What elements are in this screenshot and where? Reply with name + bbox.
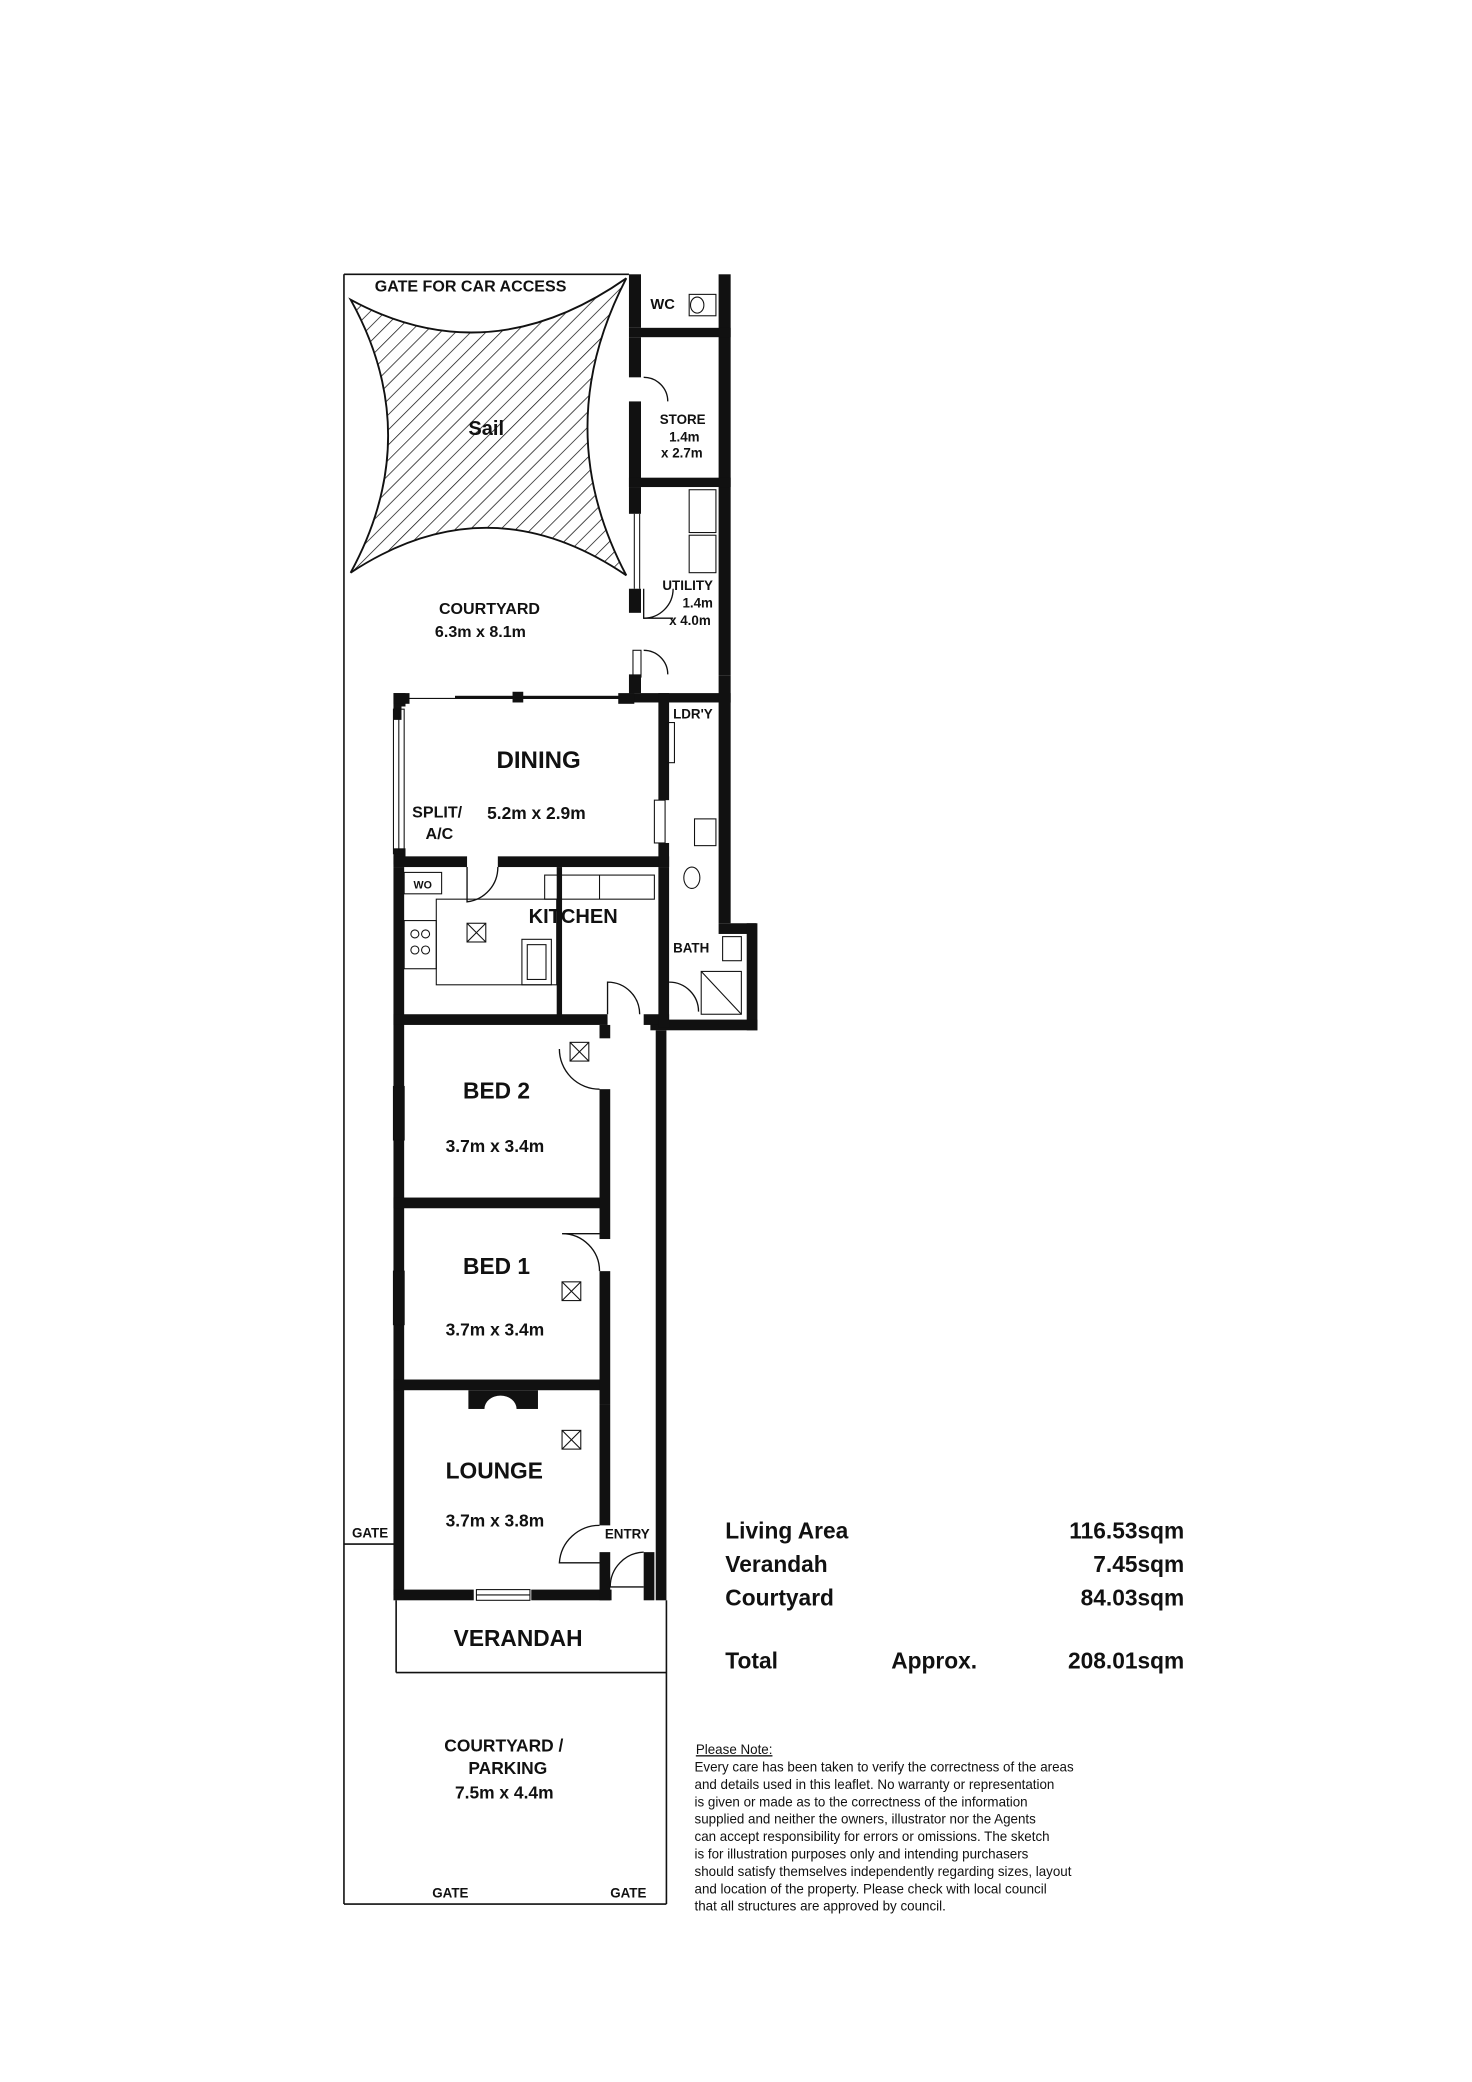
note-line: is for illustration purposes only and intending purchasers [694, 1846, 1029, 1862]
lounge-label: LOUNGE [445, 1457, 543, 1484]
kitchen-label: KITCHEN [528, 906, 618, 929]
note-heading: Please Note: [695, 1742, 773, 1758]
note-line: supplied and neither the owners, illustrator nor the Agents [694, 1811, 1036, 1827]
dining-label: DINING [496, 747, 581, 775]
store-dim-2: x 2.7m [661, 445, 703, 461]
area-label-living: Living Area [725, 1517, 849, 1544]
area-value-courtyard: 84.03sqm [1080, 1584, 1185, 1611]
note-line: can accept responsibility for errors or omissions. The sketch [694, 1829, 1050, 1845]
bed1-dim: 3.7m x 3.4m [445, 1319, 545, 1340]
note-line: Every care has been taken to verify the correctness of the areas [694, 1759, 1074, 1775]
verandah-label: VERANDAH [453, 1624, 583, 1651]
total-value: 208.01sqm [1067, 1647, 1185, 1674]
ldry-label: LDR'Y [673, 706, 713, 722]
courtyard-label: COURTYARD [438, 600, 541, 619]
utility-dim-1: 1.4m [682, 595, 713, 611]
bed2-label: BED 2 [463, 1077, 531, 1104]
note-line: is given or made as to the correctness of the information [694, 1794, 1028, 1810]
gate-bottom-left-label: GATE [432, 1885, 469, 1901]
split-ac-label-2: A/C [425, 824, 454, 843]
gate-car-access-label: GATE FOR CAR ACCESS [374, 277, 567, 296]
split-ac-label-1: SPLIT/ [412, 803, 463, 822]
note-line: and location of the property. Please check with local council [694, 1881, 1047, 1897]
note-line: that all structures are approved by council. [694, 1898, 946, 1914]
gate-side-label: GATE [351, 1525, 389, 1541]
note-line: and details used in this leaflet. No warranty or representation [694, 1776, 1055, 1792]
wo-label: WO [413, 879, 432, 892]
dining-dim: 5.2m x 2.9m [487, 802, 586, 823]
area-value-verandah: 7.45sqm [1093, 1551, 1185, 1578]
disclaimer-note [695, 1742, 1074, 1914]
parking-label-1: COURTYARD / [444, 1735, 564, 1756]
area-label-courtyard: Courtyard [725, 1584, 834, 1611]
bed1-label: BED 1 [463, 1252, 531, 1279]
gate-bottom-right-label: GATE [610, 1885, 647, 1901]
area-value-living: 116.53sqm [1069, 1517, 1185, 1544]
outbuilding-walls [629, 274, 757, 1030]
wc-label: WC [650, 297, 675, 314]
parking-label-2: PARKING [468, 1758, 548, 1779]
area-schedule [725, 1518, 1184, 1674]
parking-dim: 7.5m x 4.4m [455, 1782, 554, 1803]
bed2-dim: 3.7m x 3.4m [445, 1136, 545, 1157]
lounge-dim: 3.7m x 3.8m [445, 1510, 545, 1531]
entry-label: ENTRY [604, 1526, 650, 1542]
store-label: STORE [659, 412, 706, 428]
utility-label: UTILITY [662, 578, 713, 594]
store-dim-1: 1.4m [669, 429, 700, 445]
bath-label: BATH [673, 940, 710, 956]
courtyard-dim: 6.3m x 8.1m [434, 622, 526, 641]
approx-label: Approx. [891, 1647, 978, 1674]
utility-dim-2: x 4.0m [669, 612, 711, 628]
sail-label: Sail [468, 417, 505, 440]
note-line: should satisfy themselves independently regarding sizes, layout [694, 1863, 1072, 1879]
area-label-verandah: Verandah [725, 1551, 828, 1578]
total-label: Total [725, 1647, 778, 1674]
